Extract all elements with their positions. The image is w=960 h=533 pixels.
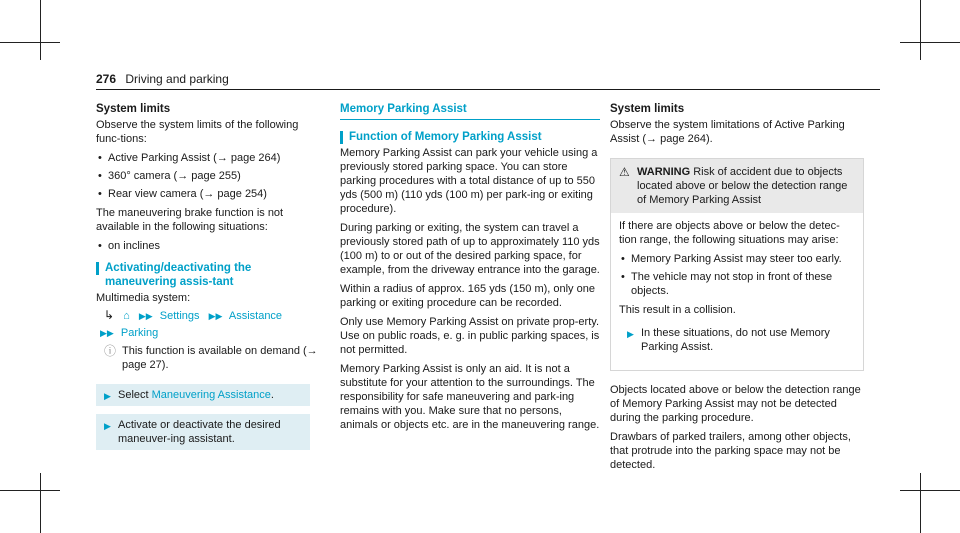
multimedia-label: Multimedia system:	[96, 292, 191, 304]
system-limits-heading: System limits	[610, 103, 685, 115]
home-icon: ⌂	[123, 310, 130, 322]
paragraph: Objects located above or below the detection range of Memory Parking Assist may not be detected during the parking procedure.	[610, 384, 861, 424]
warning-step	[619, 322, 855, 358]
header-divider	[96, 89, 880, 90]
list-item: • The vehicle may not stop in front of these objects.	[619, 270, 855, 298]
list-item: • Memory Parking Assist may steer too early.	[619, 252, 855, 266]
step-arrow-icon: ▶	[104, 391, 111, 401]
double-chevron-icon: ▶▶	[138, 311, 153, 321]
brake-text: The maneuvering brake function is not available in the following situations:	[96, 207, 284, 233]
heading-bar	[96, 262, 99, 275]
step-arrow-icon: ▶	[627, 329, 634, 339]
crop-mark	[900, 490, 960, 491]
warning-label: WARNING	[637, 166, 691, 178]
crop-mark	[40, 0, 41, 60]
menu-assistance: Assistance	[228, 310, 283, 322]
crop-mark	[0, 42, 60, 43]
function-heading-row	[340, 130, 600, 146]
warning-header	[611, 159, 863, 213]
double-chevron-icon: ▶▶	[208, 311, 223, 321]
step-1	[96, 384, 310, 406]
function-heading: Function of Memory Parking Assist	[349, 131, 542, 143]
step-text: Activate or deactivate the desired maneuver-ing assistant.	[118, 419, 281, 445]
paragraph: Memory Parking Assist is only an aid. It is not a substitute for your attention to the surroundings. The responsibility for safe maneuvering and park-ing remains with you. Make sure that no persons, animals or objects etc. are in the maneuvering range.	[340, 363, 600, 431]
column-middle	[340, 102, 600, 437]
menu-path	[104, 308, 324, 323]
limits-list	[96, 151, 324, 201]
memory-parking-section-title: Memory Parking Assist	[340, 102, 600, 120]
note-text: This function is available on demand (→ page 27).	[122, 345, 318, 371]
list-item: • Active Parking Assist (→ page 264)	[96, 151, 324, 165]
activate-heading-row	[96, 261, 324, 291]
step-arrow-icon: ▶	[104, 421, 111, 431]
paragraph: Memory Parking Assist can park your vehicle using a previously stored parking space. You can store parking procedures with a total distance of up to 550 yds (500 m) (110 yds (100 m) per park-ing or exiting procedure).	[340, 147, 598, 215]
page-header	[96, 72, 880, 86]
info-note	[104, 344, 324, 372]
paragraph: During parking or exiting, the system can travel a previously stored path of up to approximately 110 yds (100 m) to or out of the desired parking space, for example, from the driveway entrance into the garage.	[340, 222, 600, 276]
paragraph: Only use Memory Parking Assist on private prop-erty. Use on public roads, e. g. in public parking spaces, is not permitted.	[340, 316, 600, 356]
column-right	[610, 102, 868, 477]
crop-mark	[920, 473, 921, 533]
paragraph: Drawbars of parked trailers, among other objects, that protrude into the parking space may not be detected.	[610, 431, 851, 471]
menu-path-cont	[100, 326, 324, 340]
warning-box	[610, 158, 864, 371]
activate-heading: Activating/deactivating the maneuvering assis-tant	[105, 262, 252, 288]
intro-text: Observe the system limitations of Active Parking Assist (→ page 264).	[610, 119, 845, 145]
arrow-right-icon: ↳	[104, 308, 115, 322]
crop-mark	[920, 0, 921, 60]
warning-body	[611, 213, 863, 370]
list-item: • Rear view camera (→ page 254)	[96, 187, 324, 201]
list-item: • on inclines	[96, 239, 324, 253]
heading-bar	[340, 131, 343, 144]
step-2	[96, 414, 310, 450]
list-item: • 360° camera (→ page 255)	[96, 169, 324, 183]
menu-parking: Parking	[120, 327, 159, 339]
warning-list	[619, 252, 855, 298]
menu-settings: Settings	[159, 310, 200, 322]
page-number: 276	[96, 72, 117, 86]
column-left	[96, 102, 324, 456]
maneuvering-assistance-link: Maneuvering Assistance	[151, 389, 271, 401]
warning-result: This result in a collision.	[619, 304, 736, 316]
paragraph: Within a radius of approx. 165 yds (150 m), only one parking or exiting procedure can be recorded.	[340, 283, 595, 309]
intro-text: Observe the system limits of the following func-tions:	[96, 119, 299, 145]
section-title: Driving and parking	[125, 72, 229, 86]
step-text: Select	[118, 389, 152, 401]
step-text: In these situations, do not use Memory Parking Assist.	[641, 327, 830, 353]
warning-text: If there are objects above or below the detec-tion range, the following situations may arise:	[619, 220, 840, 246]
system-limits-heading: System limits	[96, 103, 171, 115]
brake-list	[96, 239, 324, 253]
crop-mark	[40, 473, 41, 533]
info-icon: ⓘ	[104, 344, 117, 358]
double-chevron-icon: ▶▶	[100, 328, 114, 338]
warning-triangle-icon: ⚠	[619, 165, 630, 179]
step-text-end: .	[270, 389, 274, 401]
crop-mark	[900, 42, 960, 43]
crop-mark	[0, 490, 60, 491]
warning-title: Risk of accident due to objects located above or below the detection range of Memory Parking Assist	[637, 166, 848, 206]
